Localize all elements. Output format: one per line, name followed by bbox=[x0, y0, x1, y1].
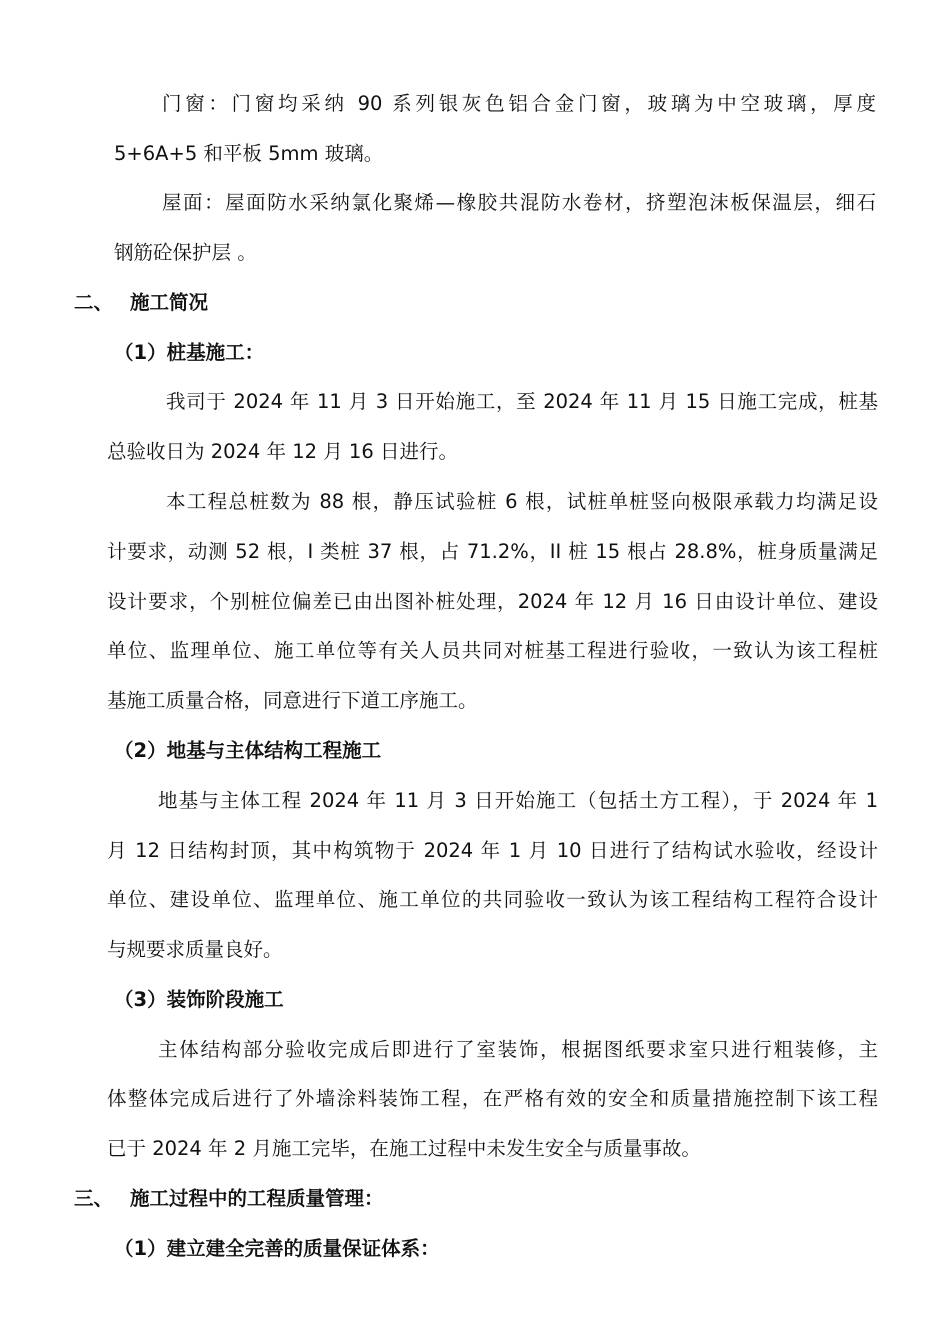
decoration-heading: （3）装饰阶段施工 bbox=[114, 988, 284, 1011]
pile-p1-line-1: 我司于 2024 年 11 月 3 日开始施工，至 2024 年 11 月 15 日施工完成，桩基 bbox=[166, 390, 878, 413]
pile-p2-line-1: 本工程总桩数为 88 根，静压试验桩 6 根，试桩单桩竖向极限承载力均满足设 bbox=[166, 490, 878, 513]
decoration-p1-line-1: 主体结构部分验收完成后即进行了室装饰，根据图纸要求室只进行粗装修，主 bbox=[158, 1038, 878, 1061]
roof-line-2: 钢筋砼保护层 。 bbox=[114, 241, 257, 264]
pile-p2-line-5: 基施工质量合格，同意进行下道工序施工。 bbox=[107, 689, 478, 712]
foundation-p1-line-4: 与规要求质量良好。 bbox=[107, 938, 283, 961]
section-3-title: 施工过程中的工程质量管理： bbox=[130, 1187, 384, 1210]
decoration-p1-line-2: 体整体完成后进行了外墙涂料装饰工程，在严格有效的安全和质量措施控制下该工程 bbox=[107, 1087, 878, 1110]
section-3-number: 三、 bbox=[74, 1187, 114, 1210]
section-2-title: 施工简况 bbox=[130, 291, 209, 314]
roof-line-1: 屋面：屋面防水采纳氯化聚烯—橡胶共混防水卷材，挤塑泡沫板保温层，细石 bbox=[162, 191, 876, 214]
pile-p2-line-3: 设计要求，个别桩位偏差已由出图补桩处理，2024 年 12 月 16 日由设计单位、建设 bbox=[107, 590, 878, 613]
doors-windows-line-2: 5+6A+5 和平板 5mm 玻璃。 bbox=[114, 142, 384, 165]
foundation-heading: （2）地基与主体结构工程施工 bbox=[114, 739, 382, 762]
doors-windows-line-1: 门窗：门窗均采纳 90 系列银灰色铝合金门窗，玻璃为中空玻璃，厚度 bbox=[162, 92, 876, 115]
foundation-p1-line-2: 月 12 日结构封顶，其中构筑物于 2024 年 1 月 10 日进行了结构试水验收，经设计 bbox=[107, 839, 878, 862]
pile-p2-line-4: 单位、监理单位、施工单位等有关人员共同对桩基工程进行验收，一致认为该工程桩 bbox=[107, 639, 878, 662]
foundation-p1-line-1: 地基与主体工程 2024 年 11 月 3 日开始施工（包括土方工程），于 2024 年 1 bbox=[158, 789, 878, 812]
foundation-p1-line-3: 单位、建设单位、监理单位、施工单位的共同验收一致认为该工程结构工程符合设计 bbox=[107, 888, 878, 911]
pile-p1-line-2: 总验收日为 2024 年 12 月 16 日进行。 bbox=[107, 440, 458, 463]
decoration-p1-line-3: 已于 2024 年 2 月施工完毕，在施工过程中未发生安全与质量事故。 bbox=[107, 1137, 701, 1160]
pile-heading: （1）桩基施工： bbox=[114, 341, 265, 364]
quality-system-heading: （1）建立建全完善的质量保证体系： bbox=[114, 1237, 440, 1260]
pile-p2-line-2: 计要求，动测 52 根，I 类桩 37 根，占 71.2%，II 桩 15 根占 28.8%，桩身质量满足 bbox=[107, 540, 878, 563]
section-2-number: 二、 bbox=[74, 291, 114, 314]
